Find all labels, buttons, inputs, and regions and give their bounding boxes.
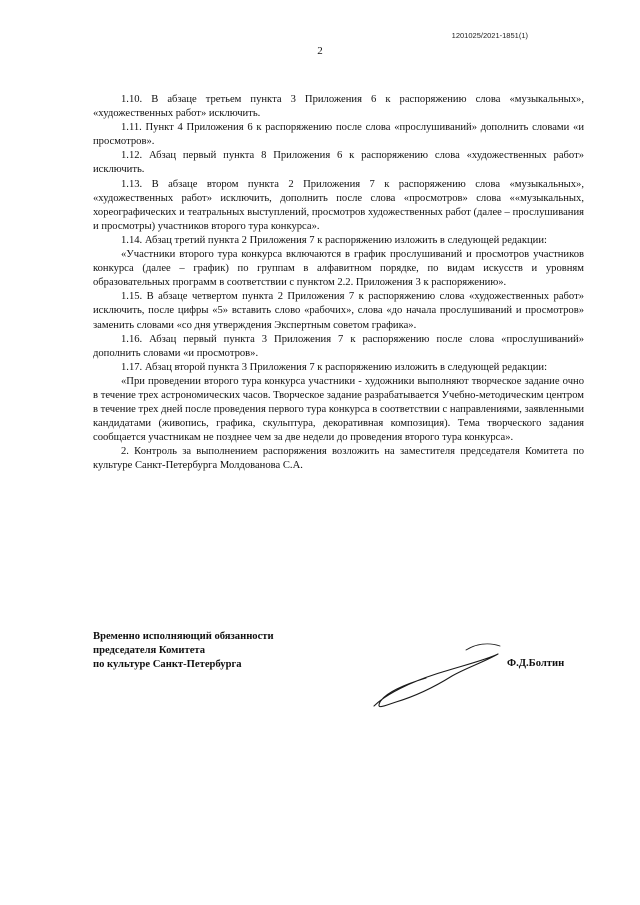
signatory-position bbox=[93, 630, 274, 672]
paragraph-1-12: 1.12. Абзац первый пункта 8 Приложения 6 к распоряжению слова «художественных работ» исключить. bbox=[93, 150, 584, 176]
position-line-3: по культуре Санкт-Петербурга bbox=[93, 659, 242, 671]
position-line-2: председателя Комитета bbox=[93, 645, 206, 657]
page-number: 2 bbox=[317, 45, 323, 57]
paragraph-1-10: 1.10. В абзаце третьем пункта 3 Приложения 6 к распоряжению слова «музыкальных», «художественных работ» исключить. bbox=[93, 94, 584, 120]
paragraph-1-11: 1.11. Пункт 4 Приложения 6 к распоряжению после слова «прослушиваний» дополнить словами «и просмотров». bbox=[93, 122, 584, 148]
paragraph-2: 2. Контроль за выполнением распоряжения возложить на заместителя председателя Комитета по культуре Санкт-Петербурга Молдованова С.А. bbox=[93, 446, 584, 472]
paragraph-1-13: 1.13. В абзаце втором пункта 2 Приложения 7 к распоряжению слова «музыкальных», «художественных работ» исключить, дополнить после слова «просмотров» слова ««музыкальных, хореографических и театральных выступлений, просмотров художественных работ (далее – прослушивания и просмотры) участников второго тура конкурса». bbox=[93, 178, 584, 232]
document-body bbox=[93, 93, 584, 474]
signer-name: Ф.Д.Болтин bbox=[507, 658, 565, 669]
paragraph-1-17: 1.17. Абзац второй пункта 3 Приложения 7 к распоряжению изложить в следующей редакции: bbox=[121, 361, 548, 373]
paragraph-1-14: 1.14. Абзац третий пункта 2 Приложения 7 к распоряжению изложить в следующей редакции: bbox=[121, 234, 547, 246]
handwritten-signature bbox=[366, 636, 506, 716]
paragraph-1-16: 1.16. Абзац первый пункта 3 Приложения 7 к распоряжению после слова «прослушиваний» дополнить словами «и просмотров». bbox=[93, 333, 584, 359]
document-number: 1201025/2021-1851(1) bbox=[451, 31, 528, 40]
paragraph-1-17-quote: «При проведении второго тура конкурса участники - художники выполняют творческое задание очно в течение трех астрономических часов. Творческое задание разрабатывается Учебно-методическим центром в течение трех дней после проведения первого тура конкурса в соответствии с направлениями, заявленными кандидатами (живопись, графика, скульптура, декоративная композиция). Тема творческого задания сообщается участникам не позднее чем за две недели до проведения второго тура конкурса». bbox=[93, 375, 584, 444]
position-line-1: Временно исполняющий обязанности bbox=[93, 631, 274, 642]
paragraph-1-15: 1.15. В абзаце четвертом пункта 2 Приложения 7 к распоряжению слова «художественных работ» исключить, после цифры «5» вставить слово «рабочих», слова «до начала прослушиваний и просмотров» заменить словами «со дня утверждения Экспертным советом графика». bbox=[93, 291, 584, 331]
paragraph-1-14-quote: «Участники второго тура конкурса включаются в график прослушиваний и просмотров участников конкурса (далее – график) по группам в алфавитном порядке, по видам искусств и уровням образовательных программ в соответствии с пунктом 2.2. Приложения 3 к распоряжению». bbox=[93, 249, 584, 289]
